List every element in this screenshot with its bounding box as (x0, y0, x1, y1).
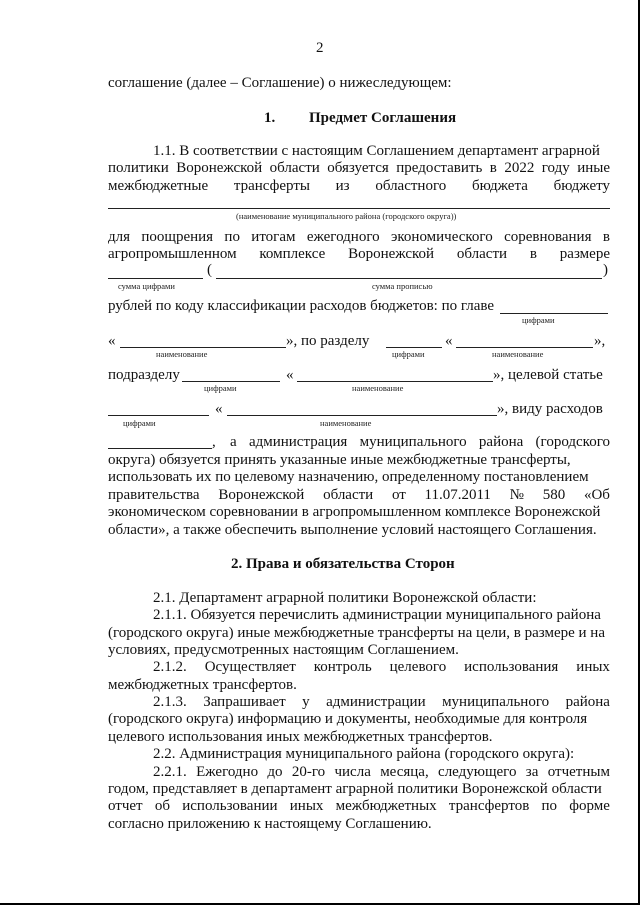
target-item-label: », целевой статье (493, 367, 603, 383)
word: Ежегодно (196, 764, 259, 780)
word: числа (334, 764, 371, 780)
p2-1-3-line3: целевого использования иных межбюджетных трансфертов. (108, 729, 493, 745)
admin-comma: , (212, 434, 216, 450)
word: агропромышленном (108, 246, 237, 262)
sum-digits-blank (108, 278, 203, 279)
word: области (456, 246, 508, 262)
target-code-caption: цифрами (123, 418, 156, 428)
word: контроль (313, 659, 372, 675)
word: Осуществляет (204, 659, 296, 675)
word: 2.1.3. (153, 694, 187, 710)
word: использования (464, 659, 559, 675)
subsection-label: подразделу (108, 367, 180, 383)
p2-2: 2.2. Администрация муниципального района (городского округа): (153, 746, 575, 762)
word: 2.2.1. (153, 764, 187, 780)
word: администрации (326, 694, 426, 710)
p2-1-1-line1: 2.1.1. Обязуется перечислить администрации муниципального района (153, 607, 601, 623)
word: от (391, 487, 406, 503)
word: администрация (248, 434, 348, 450)
word: целевого (389, 659, 447, 675)
word: «Об (583, 487, 610, 503)
p1-line2 (108, 160, 610, 177)
admin-line5: экономическом соревновании в агропромышленном комплексе Воронежской (108, 504, 601, 520)
word: области (269, 160, 320, 176)
p2-2-1-line3 (108, 798, 610, 815)
word: межбюджетных (335, 798, 437, 814)
word: в (489, 160, 497, 176)
chapter-blank (500, 313, 608, 314)
p2-1: 2.1. Департамент аграрной политики Воронежской области: (153, 590, 537, 606)
p2-1-2-line1 (153, 659, 610, 676)
page-number: 2 (316, 40, 324, 56)
word: у (302, 694, 310, 710)
sum-close-paren: ) (603, 262, 608, 278)
p2-2-1-line2: годом, представляет в департамент аграрной политики Воронежской области (108, 781, 602, 797)
subsection-name-quote-open: « (286, 367, 294, 383)
word: предоставить (396, 160, 483, 176)
purpose-line2 (108, 246, 610, 263)
word: следующего (438, 764, 517, 780)
word: трансфертов (448, 798, 530, 814)
word: политики (108, 160, 169, 176)
admin-line2: округа) обязуется принять указанные иные межбюджетные трансферты, (108, 452, 571, 468)
word: итогам (251, 229, 296, 245)
section-name-quote-open: « (445, 333, 453, 349)
word: обязуется (327, 160, 389, 176)
chapter-name-quote-open: « (108, 333, 116, 349)
word: использовании (182, 798, 278, 814)
word: комплексе (259, 246, 326, 262)
expense-type-label: », виду расходов (497, 401, 603, 417)
target-name-caption: наименование (320, 418, 372, 428)
purpose-line1 (108, 229, 610, 246)
section-name-quote-close: », (594, 333, 606, 349)
admin-line4 (108, 487, 610, 504)
admin-line6: области», а также обеспечить выполнение условий настоящего Соглашения. (108, 522, 597, 538)
p2-1-1-line3: условиях, предусмотренных настоящим Соглашением. (108, 642, 459, 658)
section1-number: 1. (264, 110, 276, 126)
section-name-caption: наименование (492, 349, 544, 359)
section-code-blank (386, 347, 442, 348)
municipality-blank (108, 208, 610, 209)
chapter-caption: цифрами (522, 315, 555, 325)
word: а (230, 434, 237, 450)
word: 2.1.2. (153, 659, 187, 675)
word: в (602, 229, 610, 245)
section1-title: Предмет Соглашения (309, 110, 457, 126)
word: области (323, 487, 374, 503)
municipality-caption: (наименование муниципального района (городского округа)) (236, 211, 457, 221)
word: по (541, 798, 558, 814)
word: отчетным (547, 764, 610, 780)
word: до (267, 764, 283, 780)
word: об (154, 798, 170, 814)
word: иные (577, 160, 610, 176)
word: района (565, 694, 610, 710)
rubles-line: рублей по коду классификации расходов бюджетов: по главе (108, 298, 495, 314)
word: из (335, 178, 350, 194)
word: иных (289, 798, 324, 814)
p1-line3 (108, 178, 610, 195)
word: областного (375, 178, 447, 194)
chapter-name-blank (120, 347, 286, 348)
word: для (108, 229, 131, 245)
subsection-code-caption: цифрами (204, 383, 237, 393)
word: № (509, 487, 524, 503)
word: иных (576, 659, 610, 675)
section-code-caption: цифрами (392, 349, 425, 359)
word: в (529, 246, 537, 262)
by-section-label: », по разделу (286, 333, 370, 349)
subsection-code-blank (182, 381, 280, 382)
target-name-blank (227, 415, 497, 416)
p2-1-3-line2: (городского округа) информацию и документы, необходимые для контроля (108, 711, 588, 727)
target-name-quote-open: « (215, 401, 223, 417)
word: района (478, 434, 524, 450)
word: Воронежской (218, 487, 305, 503)
sum-words-caption: сумма прописью (372, 281, 433, 291)
word: соревнования (504, 229, 592, 245)
word: муниципального (359, 434, 467, 450)
word: месяца, (380, 764, 429, 780)
admin-line1 (230, 434, 610, 451)
word: отчет (108, 798, 143, 814)
admin-line3: использовать их по целевому назначению, определенному постановлением (108, 469, 589, 485)
intro-text: соглашение (далее – Соглашение) о нижеследующем: (108, 75, 452, 91)
word: муниципального (442, 694, 550, 710)
target-code-blank (108, 415, 209, 416)
sum-digits-caption: сумма цифрами (118, 281, 175, 291)
word: 580 (542, 487, 566, 503)
subsection-name-blank (297, 381, 493, 382)
subsection-name-caption: наименование (352, 383, 404, 393)
p2-2-1-line4: согласно приложению к настоящему Соглашению. (108, 816, 432, 832)
word: году (541, 160, 570, 176)
expense-type-blank (108, 448, 212, 449)
word: правительства (108, 487, 200, 503)
word: (городского (535, 434, 610, 450)
sum-words-blank (216, 278, 602, 279)
chapter-name-caption: наименование (156, 349, 208, 359)
word: бюджета (471, 178, 528, 194)
word: ежегодного (306, 229, 380, 245)
sum-open-paren: ( (207, 262, 212, 278)
word: форме (569, 798, 610, 814)
word: размере (559, 246, 610, 262)
p2-1-3-line1 (153, 694, 610, 711)
word: бюджету (553, 178, 610, 194)
word: Воронежской (348, 246, 435, 262)
p2-1-1-line2: (городского округа) иные межбюджетные трансферты на цели, в размере и на (108, 625, 605, 641)
word: Воронежской (176, 160, 263, 176)
word: трансферты (233, 178, 310, 194)
p1-line1: 1.1. В соответствии с настоящим Соглашением департамент аграрной (153, 143, 600, 159)
word: 20-го (291, 764, 326, 780)
section-name-blank (456, 347, 593, 348)
word: Запрашивает (203, 694, 286, 710)
word: экономического (390, 229, 493, 245)
word: межбюджетные (108, 178, 209, 194)
p2-2-1-line1 (153, 764, 610, 781)
word: за (525, 764, 539, 780)
p2-1-2-line2: межбюджетных трансфертов. (108, 677, 297, 693)
word: 11.07.2011 (424, 487, 491, 503)
section2-title: 2. Права и обязательства Сторон (231, 556, 455, 572)
word: по (224, 229, 240, 245)
word: поощрения (141, 229, 214, 245)
word: 2022 (504, 160, 535, 176)
